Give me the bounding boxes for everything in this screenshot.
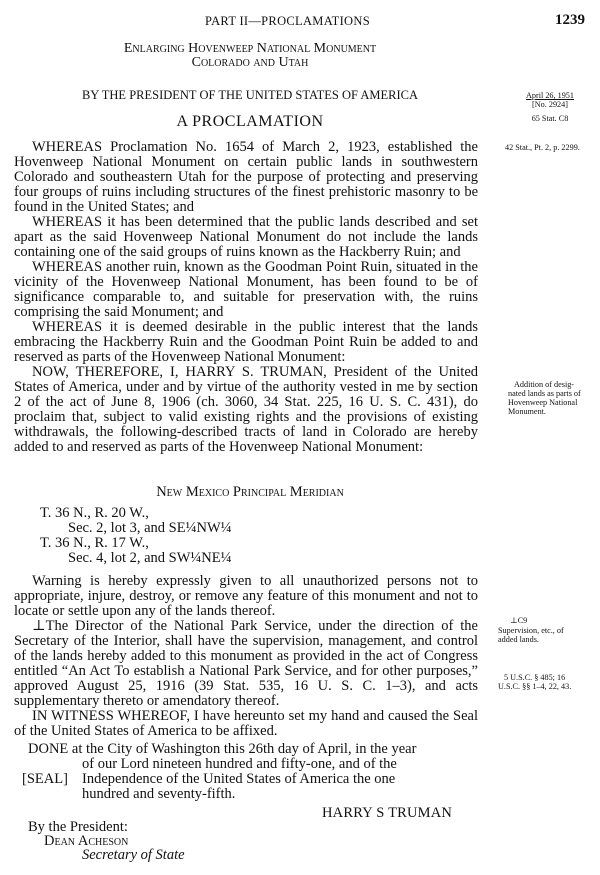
paragraph-now-therefore: NOW, THEREFORE, I, HARRY S. TRUMAN, President of the United States of America, under and by virtue of the authority vested in me by section 2 of the act of June 8, 1906 (ch. 3060, 34 Stat. 225, 16 U. S. C. 431), do proclaim that, subject to valid existing rights and the provisions of existing withdrawals, the following-described tracts of land in Colorado are hereby added to and reserved as parts of the Hovenweep National Monument:	[14, 364, 478, 455]
paragraph-whereas-3: WHEREAS another ruin, known as the Goodman Point Ruin, situated in the vicinity of the Hovenweep National Monument, has been found to be of significance comparable to, and suitable for preservation with, the ruins comprising the said Monument; and	[14, 259, 478, 320]
page-number: 1239	[555, 12, 585, 28]
done-line-3: Independence of the United States of America the one	[82, 771, 396, 787]
paragraph-whereas-2: WHEREAS it has been determined that the public lands described and set apart as the said Hovenweep National Monument do not include the lands containing one of the said groups of ruins known as the Hackberry Ruin; and	[14, 214, 478, 260]
attest-by-president: By the President:	[28, 819, 128, 835]
title-line-1: Enlarging Hovenweep National Monument	[123, 41, 377, 56]
proclamation-heading: A PROCLAMATION	[176, 113, 324, 130]
margin-supervision-line: added lands.	[498, 635, 539, 644]
paragraph-whereas-1: WHEREAS Proclamation No. 1654 of March 2, 1923, established the Hovenweep National Monument on certain public lands in southwestern Colorado and southeastern Utah for the purpose of protecting and preserving four groups of ruins including structures of the finest prehistoric masonry to be found in the United States; and	[14, 139, 478, 215]
margin-usc-note	[498, 673, 598, 691]
margin-usc-line: U.S.C. §§ 1–4, 22, 43.	[498, 682, 572, 691]
margin-proclamation-number: [No. 2924]	[532, 100, 568, 109]
margin-c9: ⊥C9	[510, 616, 528, 625]
seal-mark: [SEAL]	[22, 771, 68, 787]
done-line-4: hundred and seventy-fifth.	[82, 786, 236, 802]
paragraph-whereas-4: WHEREAS it is deemed desirable in the public interest that the lands embracing the Hackberry Ruin and the Goodman Point Ruin be added to and reserved as parts of the Hovenweep National Monument:	[14, 319, 478, 365]
paragraph-in-witness: IN WITNESS WHEREOF, I have hereunto set my hand and caused the Seal of the United States of America to be affixed.	[14, 708, 478, 739]
margin-addition-line: Addition of desig-	[514, 380, 575, 389]
margin-supervision-line: Supervision, etc., of	[498, 626, 564, 635]
title-line-2: Colorado and Utah	[191, 55, 309, 70]
president-signature: HARRY S TRUMAN	[322, 805, 453, 821]
margin-addition-line: nated lands as parts of	[508, 389, 581, 398]
running-header: PART II—PROCLAMATIONS	[205, 14, 370, 28]
document-title	[40, 42, 460, 70]
margin-usc-line: 5 U.S.C. § 485; 16	[504, 673, 566, 682]
margin-addition-line: Hovenweep National	[508, 398, 578, 407]
margin-date-text: April 26, 1951	[526, 91, 574, 100]
done-line-1: DONE at the City of Washington this 26th day of April, in the year	[28, 741, 417, 757]
tract-2-section: Sec. 4, lot 2, and SW¼NE¼	[68, 550, 232, 566]
by-line: BY THE PRESIDENT OF THE UNITED STATES OF AMERICA	[81, 88, 419, 102]
paragraph-warning: Warning is hereby expressly given to all unauthorized persons not to appropriate, injure, destroy, or remove any feature of this monument and not to locate or settle upon any of the lands thereof.	[14, 573, 478, 619]
attest-title: Secretary of State	[82, 847, 185, 863]
tract-1: T. 36 N., R. 20 W.,	[40, 505, 149, 521]
margin-ref-42-stat: 42 Stat., Pt. 2, p. 2299.	[505, 143, 580, 152]
meridian-heading: New Mexico Principal Meridian	[156, 484, 344, 500]
margin-addition-line: Monument.	[508, 407, 546, 416]
margin-addition-note	[508, 380, 598, 416]
tract-1-section: Sec. 2, lot 3, and SE¼NW¼	[68, 520, 232, 536]
closing-block	[14, 574, 478, 739]
margin-date	[510, 91, 590, 109]
tract-2: T. 36 N., R. 17 W.,	[40, 535, 149, 551]
margin-supervision-note	[498, 626, 598, 644]
done-line-2: of our Lord nineteen hundred and fifty-one, and of the	[82, 756, 397, 772]
whereas-block	[14, 140, 478, 455]
paragraph-director: ⊥The Director of the National Park Service, under the direction of the Secretary of the Interior, shall have the supervision, management, and control of the lands hereby added to this monument as provided in the act of Congress entitled “An Act To establish a National Park Service, and for other purposes,” approved August 25, 1916 (39 Stat. 535, 16 U. S. C. 1–3), and acts supplementary thereto or amendatory thereof.	[14, 618, 478, 709]
attest-name: Dean Acheson	[44, 833, 129, 849]
margin-stat: 65 Stat. C8	[531, 114, 569, 123]
